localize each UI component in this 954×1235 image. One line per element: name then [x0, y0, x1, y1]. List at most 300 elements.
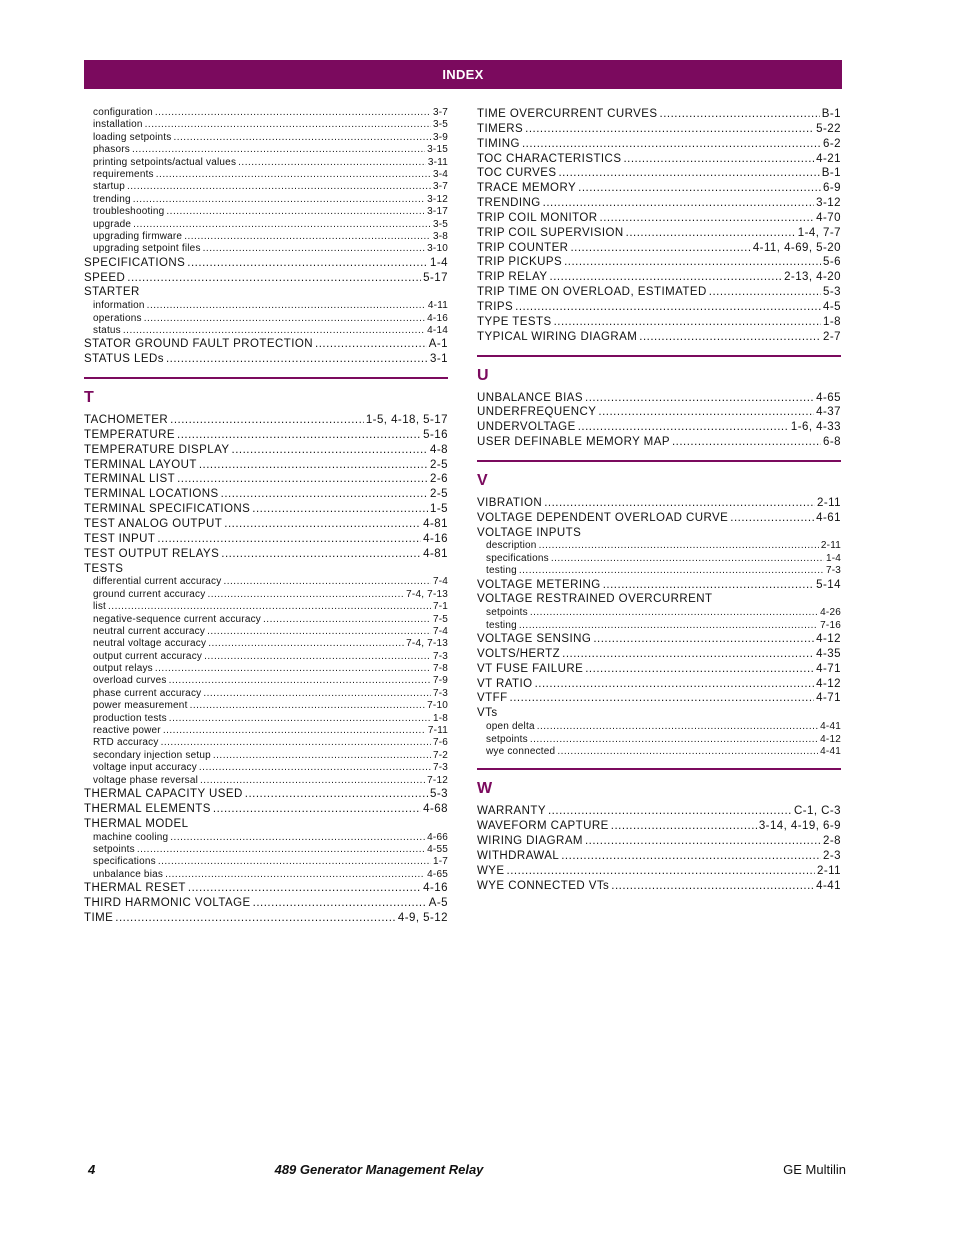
entry-page-reference: 1-5 [430, 503, 448, 516]
entry-label: printing setpoints/actual values [93, 156, 237, 168]
entry-page-reference: A-5 [428, 896, 448, 909]
entry-label: VIBRATION [477, 496, 543, 509]
index-subentry [84, 700, 448, 712]
index-entry-heading [477, 706, 841, 721]
dot-leader [623, 152, 814, 167]
entry-label: TRIP COIL SUPERVISION [477, 226, 624, 239]
dot-leader [578, 181, 821, 196]
entry-page-reference: 2-11 [817, 496, 841, 509]
entry-page-reference: 2-5 [430, 488, 448, 501]
dot-leader [170, 413, 364, 428]
dot-leader [543, 196, 815, 211]
dot-leader [188, 881, 421, 896]
index-subentry [84, 762, 448, 774]
index-subentry [84, 856, 448, 868]
entry-page-reference: 4-70 [816, 211, 841, 224]
dot-leader [238, 157, 426, 169]
entry-page-reference: 4-41 [816, 879, 841, 892]
index-entry [477, 285, 841, 300]
dot-leader [315, 337, 427, 352]
entry-page-reference: 3-11 [427, 156, 448, 168]
entry-page-reference: 4-68 [423, 802, 448, 815]
entry-page-reference: 7-2 [432, 749, 448, 761]
index-entry [84, 517, 448, 532]
index-entry [477, 435, 841, 450]
entry-page-reference: 7-4, 7-13 [406, 638, 448, 650]
index-subentry [477, 746, 841, 758]
entry-page-reference: 4-35 [816, 647, 841, 660]
dot-leader [598, 405, 814, 420]
dot-leader [561, 849, 821, 864]
index-subentry [84, 194, 448, 206]
entry-label: WAVEFORM CAPTURE [477, 820, 609, 833]
dot-leader [127, 181, 431, 193]
entry-label: SPEED [84, 271, 126, 284]
dot-leader [548, 804, 792, 819]
entry-page-reference: 2-11 [817, 864, 841, 877]
entry-label: TEST OUTPUT RELAYS [84, 547, 220, 560]
index-subentry [84, 869, 448, 881]
entry-label: TIMERS [477, 122, 524, 135]
index-entry-heading [84, 817, 448, 832]
dot-leader [245, 787, 428, 802]
dot-leader [510, 691, 815, 706]
dot-leader [221, 547, 421, 562]
index-subentry [84, 737, 448, 749]
section-w [477, 768, 841, 800]
index-subentry [84, 675, 448, 687]
entry-page-reference: 4-16 [423, 532, 448, 545]
dot-leader [522, 137, 821, 152]
entry-page-reference: 7-3 [432, 650, 448, 662]
entry-label: configuration [93, 107, 153, 118]
entry-page-reference: 5-16 [423, 428, 448, 441]
dot-leader [525, 122, 814, 137]
dot-leader [585, 391, 814, 406]
dot-leader [208, 638, 404, 650]
dot-leader [166, 352, 428, 367]
dot-leader [626, 226, 796, 241]
entry-page-reference: 4-66 [427, 831, 448, 843]
dot-leader [507, 864, 815, 879]
entry-page-reference: B-1 [821, 108, 841, 120]
index-entry [477, 315, 841, 330]
entry-label: testing [486, 565, 517, 577]
entry-label: USER DEFINABLE MEMORY MAP [477, 436, 670, 449]
entry-label: UNDERVOLTAGE [477, 421, 576, 434]
entry-page-reference: 4-41 [820, 721, 841, 733]
entry-page-reference: 3-9 [432, 131, 448, 143]
index-entry [84, 271, 448, 286]
index-subentry [84, 638, 448, 650]
entry-page-reference: 2-11 [820, 540, 841, 552]
entry-page-reference: 7-4 [432, 625, 448, 637]
index-entry-heading [477, 592, 841, 607]
section-divider [84, 377, 448, 379]
index-entry [477, 255, 841, 270]
entry-label: THERMAL ELEMENTS [84, 802, 211, 815]
entry-label: TERMINAL LIST [84, 473, 176, 486]
dot-leader [672, 435, 821, 450]
index-entry [477, 211, 841, 226]
entry-page-reference: 1-6, 4-33 [790, 421, 841, 434]
index-entry [477, 677, 841, 692]
entry-page-reference: A-1 [428, 338, 448, 351]
dot-leader [530, 734, 818, 746]
index-entry [477, 691, 841, 706]
index-entry [84, 881, 448, 896]
entry-page-reference: 7-4 [432, 576, 448, 588]
dot-leader [570, 241, 750, 256]
entry-label: STATUS LEDs [84, 353, 164, 366]
entry-page-reference: 3-5 [432, 218, 448, 230]
entry-page-reference: C-1, C-3 [793, 805, 841, 818]
entry-label: reactive power [93, 725, 161, 737]
entry-label: production tests [93, 712, 167, 724]
section-divider [477, 768, 841, 770]
dot-leader [564, 255, 821, 270]
entry-page-reference: 5-17 [423, 271, 448, 284]
entry-label: negative-sequence current accuracy [93, 613, 262, 625]
index-entry [477, 166, 841, 181]
dot-leader [133, 219, 431, 231]
entry-label: STATOR GROUND FAULT PROTECTION [84, 338, 314, 351]
index-entry [477, 879, 841, 894]
dot-leader [170, 832, 425, 844]
index-entry [477, 496, 841, 511]
dot-leader [558, 166, 819, 181]
entry-label: TIMING [477, 137, 520, 150]
index-entry [477, 804, 841, 819]
index-entry [477, 107, 841, 122]
entry-page-reference: 4-21 [816, 152, 841, 165]
index-subentry [84, 144, 448, 156]
dot-leader [224, 517, 421, 532]
dot-leader [203, 688, 431, 700]
section-divider [477, 460, 841, 462]
entry-page-reference: 7-12 [427, 774, 448, 786]
entry-page-reference: 7-4, 7-13 [406, 588, 448, 600]
dot-leader [187, 256, 428, 271]
entry-label: voltage input accuracy [93, 762, 197, 774]
entry-page-reference: 3-8 [432, 230, 448, 242]
entry-label: loading setpoints [93, 131, 172, 143]
entry-page-reference: 7-3 [825, 565, 841, 577]
entry-label: operations [93, 312, 142, 324]
entry-label: setpoints [486, 607, 528, 619]
entry-label: TIME [84, 911, 114, 924]
entry-label: TERMINAL SPECIFICATIONS [84, 503, 251, 516]
entry-label: open delta [486, 721, 535, 733]
entry-label: output relays [93, 663, 153, 675]
entry-label: setpoints [486, 733, 528, 745]
entry-label: VOLTAGE DEPENDENT OVERLOAD CURVE [477, 511, 729, 524]
index-entry [84, 502, 448, 517]
dot-leader [199, 762, 431, 774]
entry-label: TEST INPUT [84, 532, 156, 545]
dot-leader [515, 300, 821, 315]
entry-label: neutral voltage accuracy [93, 638, 207, 650]
index-entry [477, 226, 841, 241]
dot-leader [157, 532, 421, 547]
footer-page-number: 4 [88, 1162, 96, 1177]
entry-page-reference: 4-26 [820, 607, 841, 619]
entry-page-reference: 7-8 [432, 663, 448, 675]
entry-page-reference: 7-3 [432, 762, 448, 774]
entry-label: TYPE TESTS [477, 315, 552, 328]
entry-label: TOC CHARACTERISTICS [477, 152, 622, 165]
index-entry [477, 578, 841, 593]
entry-page-reference: 7-3 [432, 687, 448, 699]
dot-leader [535, 677, 815, 692]
entry-page-reference: 1-7 [432, 856, 448, 868]
entry-label: TESTS [84, 562, 124, 575]
entry-label: WIRING DIAGRAM [477, 834, 583, 847]
dot-leader [166, 206, 425, 218]
entry-page-reference: 7-10 [427, 700, 448, 712]
footer-company: GE Multilin [783, 1162, 846, 1177]
dot-leader [593, 632, 814, 647]
index-subentry [84, 206, 448, 218]
dot-leader [551, 553, 824, 565]
entry-page-reference: 4-65 [816, 391, 841, 404]
index-entry [477, 849, 841, 864]
entry-label: TRACE MEMORY [477, 182, 577, 195]
entry-page-reference: 4-41 [820, 745, 841, 757]
index-entry [84, 256, 448, 271]
index-subentry [84, 775, 448, 787]
section-letter: T [84, 389, 94, 407]
entry-label: setpoints [93, 843, 135, 855]
entry-page-reference: 4-8 [430, 443, 448, 456]
entry-label: TRIP TIME ON OVERLOAD, ESTIMATED [477, 286, 707, 299]
entry-page-reference: 3-10 [427, 243, 448, 255]
entry-page-reference: 2-6 [430, 473, 448, 486]
index-entry [477, 122, 841, 137]
entry-page-reference: 2-5 [430, 458, 448, 471]
index-entry [477, 270, 841, 285]
entry-label: RTD accuracy [93, 737, 159, 749]
index-subentry [84, 119, 448, 131]
entry-label: TRIP PICKUPS [477, 256, 563, 269]
entry-label: THERMAL MODEL [84, 817, 189, 830]
dot-leader [660, 107, 820, 122]
dot-leader [163, 725, 426, 737]
entry-page-reference: 2-13, 4-20 [784, 271, 841, 284]
entry-label: power measurement [93, 700, 188, 712]
dot-leader [155, 107, 431, 119]
index-entry [84, 337, 448, 352]
entry-page-reference: 4-16 [427, 312, 448, 324]
dot-leader [147, 300, 426, 312]
entry-label: specifications [486, 552, 549, 564]
section-letter: W [477, 780, 493, 798]
index-column-right [477, 107, 841, 893]
entry-page-reference: 4-81 [423, 517, 448, 530]
section-t [84, 377, 448, 409]
dot-leader [263, 614, 431, 626]
entry-page-reference: 7-6 [432, 737, 448, 749]
index-subentry [84, 626, 448, 638]
dot-leader [199, 458, 428, 473]
entry-page-reference: 3-1 [430, 353, 448, 366]
entry-label: TERMINAL LAYOUT [84, 458, 197, 471]
index-subentry [84, 601, 448, 613]
entry-page-reference: 2-8 [823, 834, 841, 847]
index-subentry [84, 243, 448, 255]
dot-leader [203, 243, 426, 255]
dot-leader [200, 775, 425, 787]
index-entry [477, 511, 841, 526]
dot-leader [562, 647, 814, 662]
entry-label: VT FUSE FAILURE [477, 662, 584, 675]
entry-label: VOLTAGE SENSING [477, 633, 592, 646]
entry-label: ground current accuracy [93, 588, 206, 600]
index-entry [84, 487, 448, 502]
dot-leader [137, 844, 425, 856]
index-subentry [84, 651, 448, 663]
dot-leader [155, 663, 431, 675]
entry-page-reference: 7-1 [432, 601, 448, 613]
index-entry [477, 647, 841, 662]
index-entry-heading [477, 526, 841, 541]
dot-leader [253, 896, 427, 911]
entry-page-reference: 3-17 [427, 206, 448, 218]
entry-label: phasors [93, 144, 130, 156]
dot-leader [585, 662, 814, 677]
entry-label: WARRANTY [477, 805, 546, 818]
dot-leader [554, 315, 821, 330]
entry-page-reference: 4-16 [423, 882, 448, 895]
dot-leader [519, 565, 824, 577]
entry-page-reference: 3-7 [432, 181, 448, 193]
entry-label: neutral current accuracy [93, 625, 206, 637]
index-entry [477, 420, 841, 435]
entry-label: status [93, 325, 121, 336]
dot-leader [709, 285, 821, 300]
dot-leader [156, 169, 431, 181]
entry-page-reference: 7-5 [432, 613, 448, 625]
index-subentry [84, 614, 448, 626]
dot-leader [161, 737, 431, 749]
entry-label: overload curves [93, 675, 167, 687]
index-column-left [84, 107, 448, 926]
index-subentry [84, 169, 448, 181]
dot-leader [207, 626, 431, 638]
section-divider [477, 355, 841, 357]
dot-leader [158, 856, 431, 868]
dot-leader [123, 325, 425, 337]
index-entry [477, 181, 841, 196]
index-entry [84, 911, 448, 926]
entry-label: phase current accuracy [93, 687, 202, 699]
dot-leader [190, 700, 426, 712]
entry-label: WYE [477, 864, 505, 877]
dot-leader [221, 487, 428, 502]
index-entry [84, 802, 448, 817]
dot-leader [611, 819, 757, 834]
index-subentry [477, 734, 841, 746]
index-subentry [84, 844, 448, 856]
index-entry [84, 413, 448, 428]
entry-label: upgrade [93, 218, 132, 230]
entry-label: WYE CONNECTED VTs [477, 879, 610, 892]
section-letter: V [477, 471, 488, 489]
entry-page-reference: 4-61 [816, 511, 841, 524]
dot-leader [115, 911, 396, 926]
dot-leader [537, 721, 818, 733]
entry-page-reference: 4-5 [823, 300, 841, 313]
entry-label: TERMINAL LOCATIONS [84, 488, 219, 501]
index-subentry [84, 313, 448, 325]
index-subentry [84, 663, 448, 675]
entry-label: specifications [93, 856, 156, 868]
dot-leader [519, 620, 818, 632]
entry-page-reference: 7-11 [427, 725, 448, 737]
dot-leader [169, 713, 431, 725]
dot-leader [177, 428, 421, 443]
entry-page-reference: 3-12 [427, 193, 448, 205]
entry-page-reference: 7-9 [432, 675, 448, 687]
dot-leader [223, 576, 430, 588]
dot-leader [177, 472, 428, 487]
index-header-title: INDEX [442, 67, 484, 82]
entry-label: VT RATIO [477, 677, 533, 690]
entry-label: TRIP RELAY [477, 271, 548, 284]
index-entry [477, 819, 841, 834]
entry-page-reference: 3-15 [427, 144, 448, 156]
index-entry [477, 391, 841, 406]
dot-leader [133, 194, 425, 206]
entry-page-reference: 5-14 [816, 578, 841, 591]
entry-page-reference: B-1 [821, 167, 841, 180]
entry-label: testing [486, 619, 517, 631]
dot-leader [544, 496, 815, 511]
entry-page-reference: 3-12 [816, 197, 841, 210]
entry-label: TRIPS [477, 300, 514, 313]
entry-page-reference: 4-11, 4-69, 5-20 [752, 241, 841, 254]
entry-page-reference: 3-14, 4-19, 6-9 [758, 820, 841, 833]
entry-label: STARTER [84, 286, 140, 299]
entry-page-reference: 3-5 [432, 119, 448, 131]
entry-label: list [93, 601, 107, 613]
footer-document-title: 489 Generator Management Relay [274, 1162, 484, 1177]
index-entry [477, 662, 841, 677]
index-subentry [477, 565, 841, 577]
entry-page-reference: 1-8 [823, 315, 841, 328]
dot-leader [213, 750, 431, 762]
index-entry [477, 137, 841, 152]
entry-label: installation [93, 119, 143, 131]
entry-label: description [486, 540, 537, 552]
index-subentry [84, 750, 448, 762]
index-subentry [477, 620, 841, 632]
index-entry [477, 834, 841, 849]
index-entry [84, 443, 448, 458]
entry-label: TYPICAL WIRING DIAGRAM [477, 330, 638, 343]
index-entry [477, 300, 841, 315]
entry-page-reference: 3-4 [432, 168, 448, 180]
entry-label: TEMPERATURE DISPLAY [84, 443, 230, 456]
dot-leader [132, 144, 425, 156]
index-entry [84, 532, 448, 547]
dot-leader [127, 271, 421, 286]
entry-label: TOC CURVES [477, 167, 557, 180]
index-subentry [84, 132, 448, 144]
entry-label: VOLTAGE INPUTS [477, 526, 582, 539]
entry-page-reference: 4-71 [816, 692, 841, 705]
index-entry-heading [84, 285, 448, 300]
